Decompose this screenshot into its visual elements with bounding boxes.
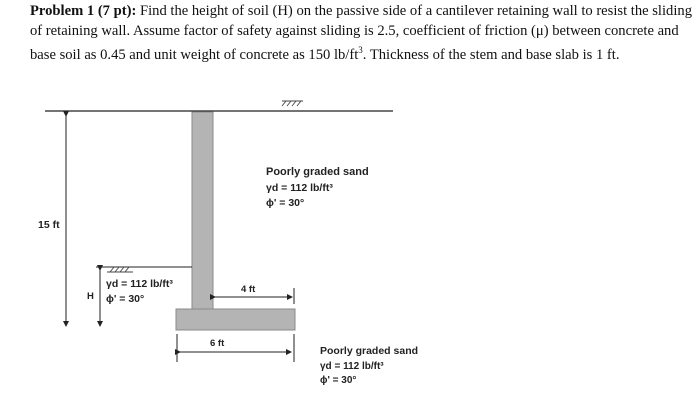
backfill-unit-weight: γd = 112 lb/ft³: [266, 182, 333, 194]
passive-surface-symbol: [107, 267, 133, 272]
ground-surface-symbol: [282, 101, 303, 106]
problem-text-a: Find the height of soil (H) on the passive side of a cantilever retaining wall to resist the sliding of retaining wall. Assume factor of safety against sliding is 2.5, coefficient of friction (μ) between concrete and base soil as 0.45 and unit weight of concrete as 150 lb/ft: [30, 3, 692, 63]
passive-soil-unit-weight: γd = 112 lb/ft³: [106, 278, 173, 290]
passive-height-label: H: [87, 291, 94, 302]
heel-dimension-label: 4 ft: [241, 284, 256, 295]
foundation-soil-title: Poorly graded sand: [320, 345, 419, 357]
foundation-soil-friction-angle: ϕ' = 30°: [320, 375, 357, 386]
base-dimension-label: 6 ft: [210, 338, 225, 349]
foundation-soil-unit-weight: γd = 112 lb/ft³: [320, 361, 384, 372]
problem-superscript: 3: [358, 45, 363, 55]
backfill-title: Poorly graded sand: [266, 166, 369, 178]
height-dimension-label: 15 ft: [38, 219, 60, 231]
problem-text-b: . Thickness of the stem and base slab is 1 ft.: [362, 46, 620, 63]
base-slab: [176, 309, 295, 330]
passive-soil-friction-angle: ϕ' = 30°: [106, 293, 145, 305]
backfill-friction-angle: ϕ' = 30°: [266, 197, 305, 209]
problem-heading: Problem 1 (7 pt):: [30, 3, 137, 19]
wall-stem: [192, 112, 213, 309]
